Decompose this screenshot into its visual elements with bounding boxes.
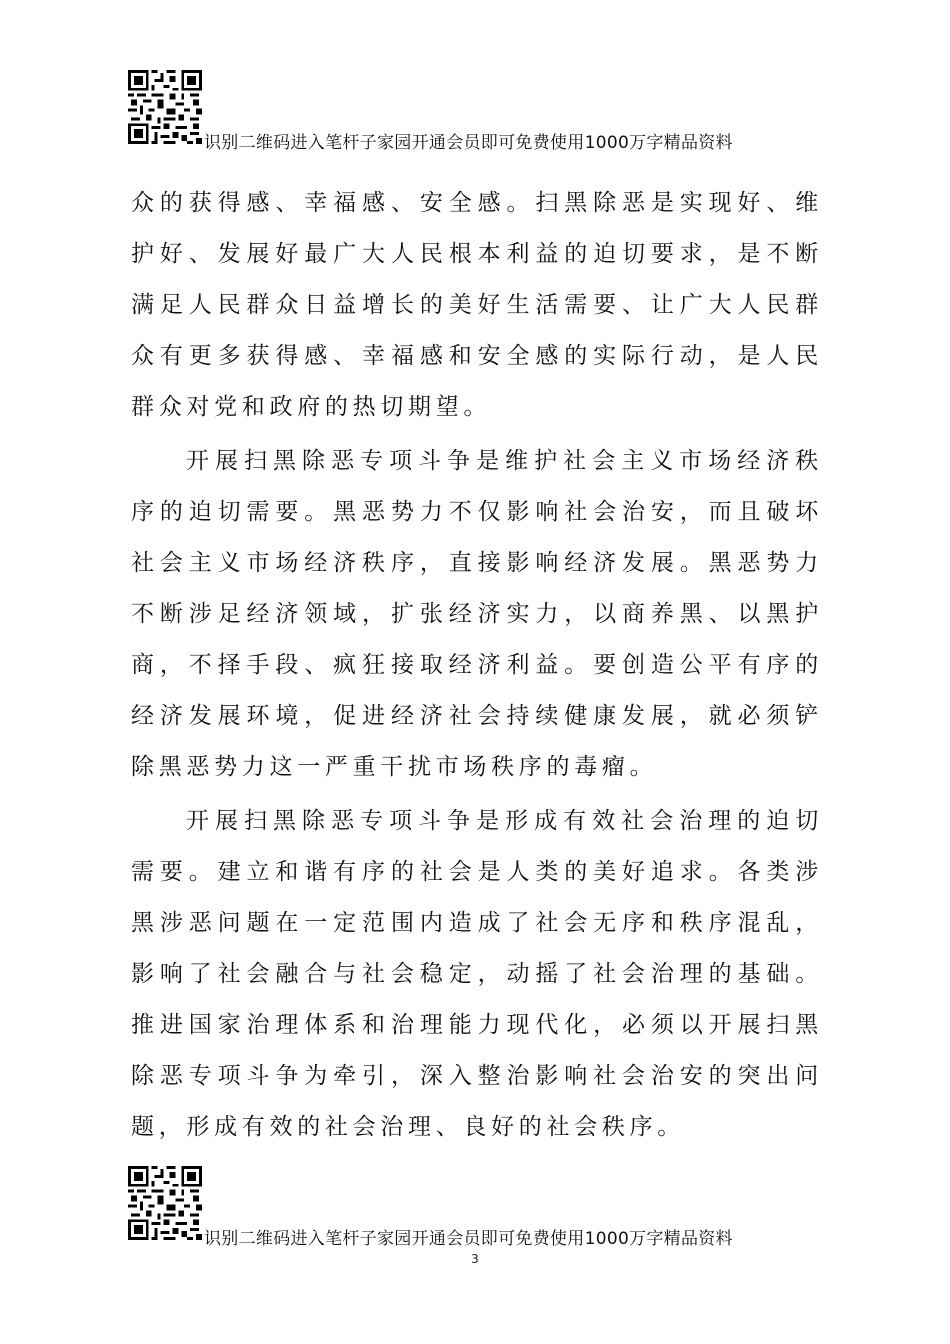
- header-promo-banner: 识别二维码进入笔杆子家园开通会员即可免费使用1000万字精品资料: [204, 133, 733, 153]
- document-body: [131, 178, 823, 1153]
- footer-qr-code-icon: [128, 1166, 202, 1240]
- paragraph-social-governance: 开展扫黑除恶专项斗争是形成有效社会治理的迫切需要。建立和谐有序的社会是人类的美好追求。各类涉黑涉恶问题在一定范围内造成了社会无序和秩序混乱，影响了社会融合与社会稳定，动摇了社会治理的基础。推进国家治理体系和治理能力现代化，必须以开展扫黑除恶专项斗争为牵引，深入整治影响社会治安的突出问题，形成有效的社会治理、良好的社会秩序。: [131, 808, 823, 1140]
- paragraph-continuation: 众的获得感、幸福感、安全感。扫黑除恶是实现好、维护好、发展好最广大人民根本利益的迫切要求，是不断满足人民群众日益增长的美好生活需要、让广大人民群众有更多获得感、幸福感和安全感的实际行动，是人民群众对党和政府的热切期望。: [131, 190, 823, 420]
- footer-promo-banner: 识别二维码进入笔杆子家园开通会员即可免费使用1000万字精品资料: [204, 1229, 733, 1249]
- paragraph-market-order: 开展扫黑除恶专项斗争是维护社会主义市场经济秩序的迫切需要。黑恶势力不仅影响社会治安，而且破坏社会主义市场经济秩序，直接影响经济发展。黑恶势力不断涉足经济领域，扩张经济实力，以商养黑、以黑护商，不择手段、疯狂接取经济利益。要创造公平有序的经济发展环境，促进经济社会持续健康发展，就必须铲除黑恶势力这一严重干扰市场秩序的毒瘤。: [131, 448, 823, 780]
- header-qr-code-icon: [128, 70, 202, 144]
- page-number: 3: [471, 1252, 479, 1266]
